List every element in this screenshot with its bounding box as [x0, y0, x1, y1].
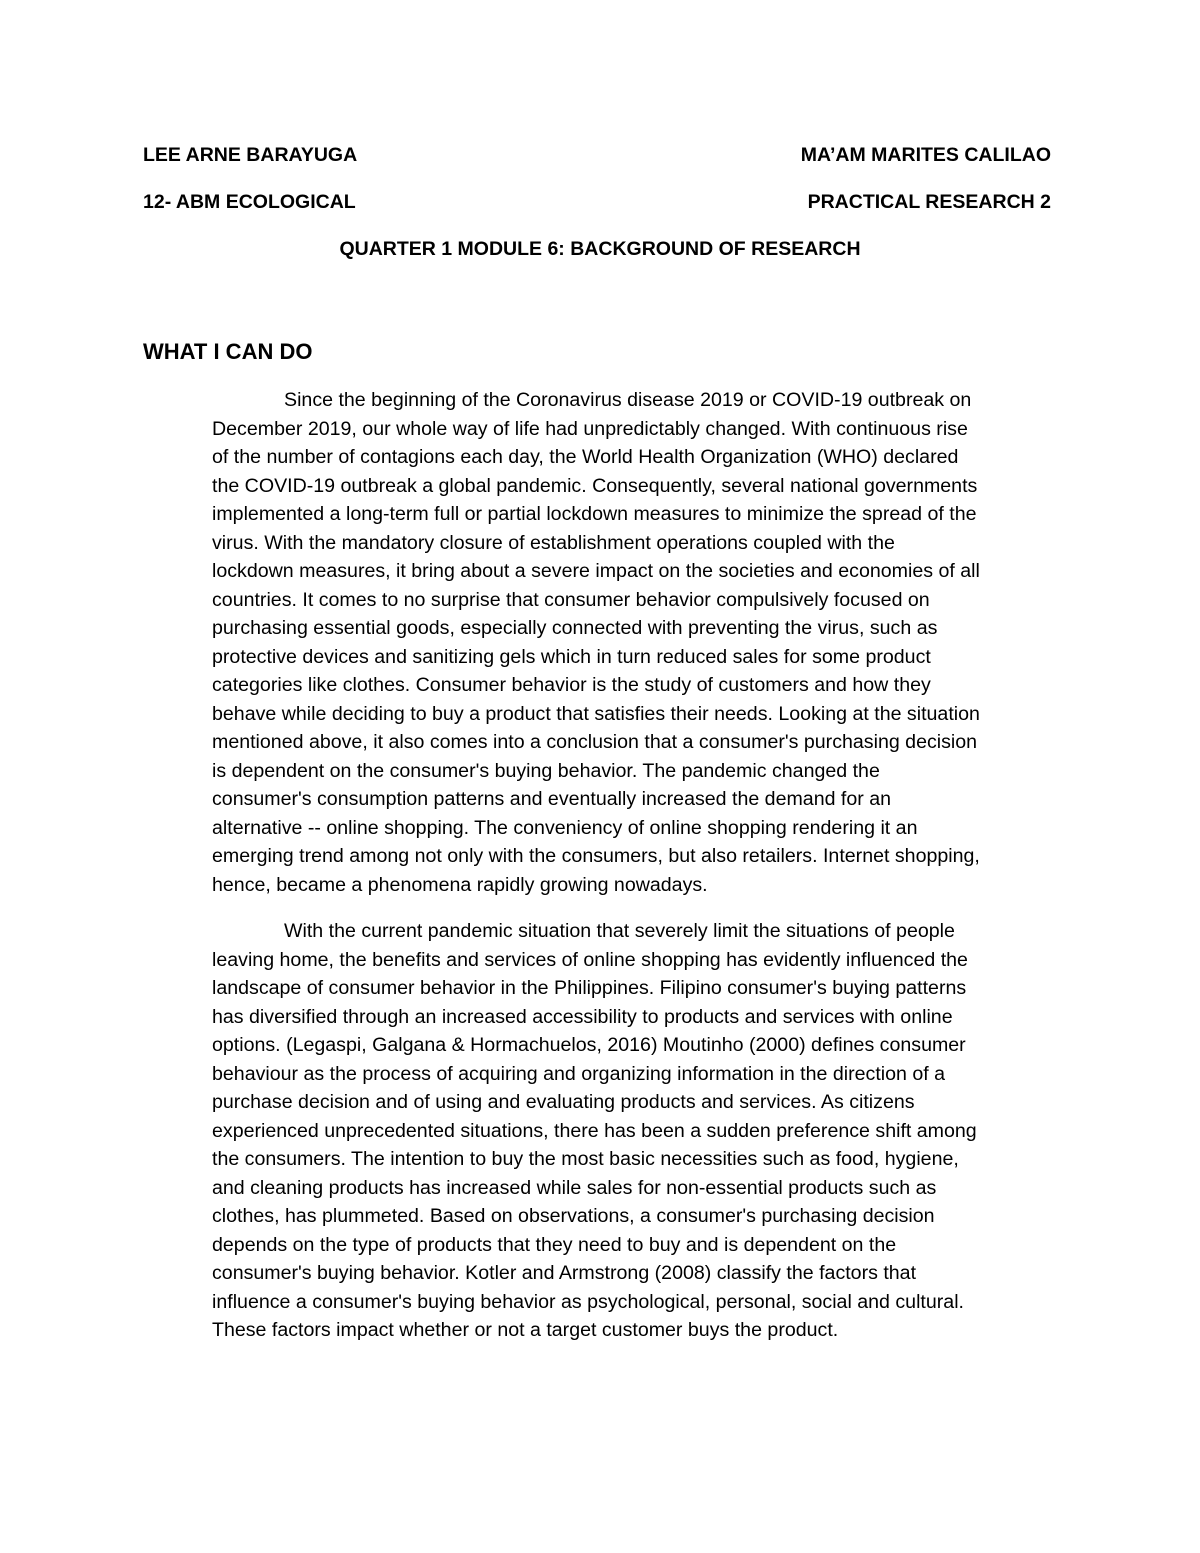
- paragraph-line: options. (Legaspi, Galgana & Hormachuelos, 2016) Moutinho (2000) defines consumer: [212, 1034, 966, 1056]
- paragraph-line: These factors impact whether or not a target customer buys the product.: [212, 1319, 839, 1341]
- paragraph-line: behaviour as the process of acquiring and organizing information in the direction of a: [212, 1062, 946, 1085]
- paragraph-line: and cleaning products has increased while sales for non-essential products such as: [212, 1176, 937, 1199]
- paragraph-line: has diversified through an increased accessibility to products and services with online: [212, 1005, 953, 1028]
- paragraph-2: [212, 917, 1082, 1345]
- paragraph-1: [212, 386, 1082, 899]
- paragraph-line: depends on the type of products that they need to buy and is dependent on the: [212, 1233, 897, 1256]
- paragraph-line: protective devices and sanitizing gels which in turn reduced sales for some product: [212, 645, 931, 668]
- section-heading: WHAT I CAN DO: [143, 339, 313, 364]
- paragraph-line: experienced unprecedented situations, there has been a sudden preference shift among: [212, 1119, 977, 1142]
- paragraph-line: alternative -- online shopping. The conveniency of online shopping rendering it an: [212, 816, 918, 839]
- teacher-name: MA’AM MARITES CALILAO: [800, 144, 1051, 166]
- paragraph-line: consumer's buying behavior. Kotler and Armstrong (2008) classify the factors that: [212, 1262, 917, 1284]
- paragraph-line: purchase decision and of using and evaluating products and services. As citizens: [212, 1091, 915, 1113]
- paragraph-line: With the current pandemic situation that severely limit the situations of people: [284, 920, 955, 942]
- paragraph-line: countries. It comes to no surprise that consumer behavior compulsively focused on: [212, 588, 930, 611]
- paragraph-line: implemented a long-term full or partial lockdown measures to minimize the spread of the: [212, 503, 977, 525]
- paragraph-line: consumer's consumption patterns and eventually increased the demand for an: [212, 788, 892, 810]
- section-name: 12- ABM ECOLOGICAL: [143, 191, 356, 213]
- paragraph-line: mentioned above, it also comes into a conclusion that a consumer's purchasing decision: [212, 731, 978, 753]
- paragraph-line: clothes, has plummeted. Based on observations, a consumer's purchasing decision: [212, 1205, 935, 1227]
- paragraph-line: the consumers. The intention to buy the most basic necessities such as food, hygiene,: [212, 1148, 959, 1170]
- paragraph-line: leaving home, the benefits and services of online shopping has evidently influenced the: [212, 948, 968, 971]
- header-row-names: [143, 143, 1051, 167]
- module-title: QUARTER 1 MODULE 6: BACKGROUND OF RESEARCH: [339, 238, 861, 260]
- paragraph-line: lockdown measures, it bring about a severe impact on the societies and economies of all: [212, 560, 980, 582]
- paragraph-line: landscape of consumer behavior in the Philippines. Filipino consumer's buying patterns: [212, 977, 967, 999]
- paragraph-line: of the number of contagions each day, the World Health Organization (WHO) declared: [212, 446, 959, 468]
- paragraph-line: is dependent on the consumer's buying behavior. The pandemic changed the: [212, 759, 880, 782]
- paragraph-line: purchasing essential goods, especially connected with preventing the virus, such as: [212, 617, 938, 639]
- paragraph-line: virus. With the mandatory closure of establishment operations coupled with the: [212, 531, 895, 554]
- paragraph-line: the COVID-19 outbreak a global pandemic. Consequently, several national governments: [212, 474, 978, 497]
- paragraph-line: December 2019, our whole way of life had unpredictably changed. With continuous rise: [212, 417, 968, 440]
- paragraph-line: influence a consumer's buying behavior as psychological, personal, social and cultural.: [212, 1290, 964, 1313]
- student-name: LEE ARNE BARAYUGA: [143, 144, 358, 166]
- paragraph-line: behave while deciding to buy a product that satisfies their needs. Looking at the situation: [212, 702, 980, 725]
- header-row-class: [143, 190, 1051, 214]
- paragraph-line: emerging trend among not only with the consumers, but also retailers. Internet shopping,: [212, 845, 980, 867]
- paragraph-line: Since the beginning of the Coronavirus disease 2019 or COVID-19 outbreak on: [284, 389, 972, 411]
- subject-name: PRACTICAL RESEARCH 2: [807, 191, 1051, 213]
- paragraph-line: hence, became a phenomena rapidly growing nowadays.: [212, 873, 708, 896]
- paragraph-line: categories like clothes. Consumer behavior is the study of customers and how they: [212, 674, 931, 696]
